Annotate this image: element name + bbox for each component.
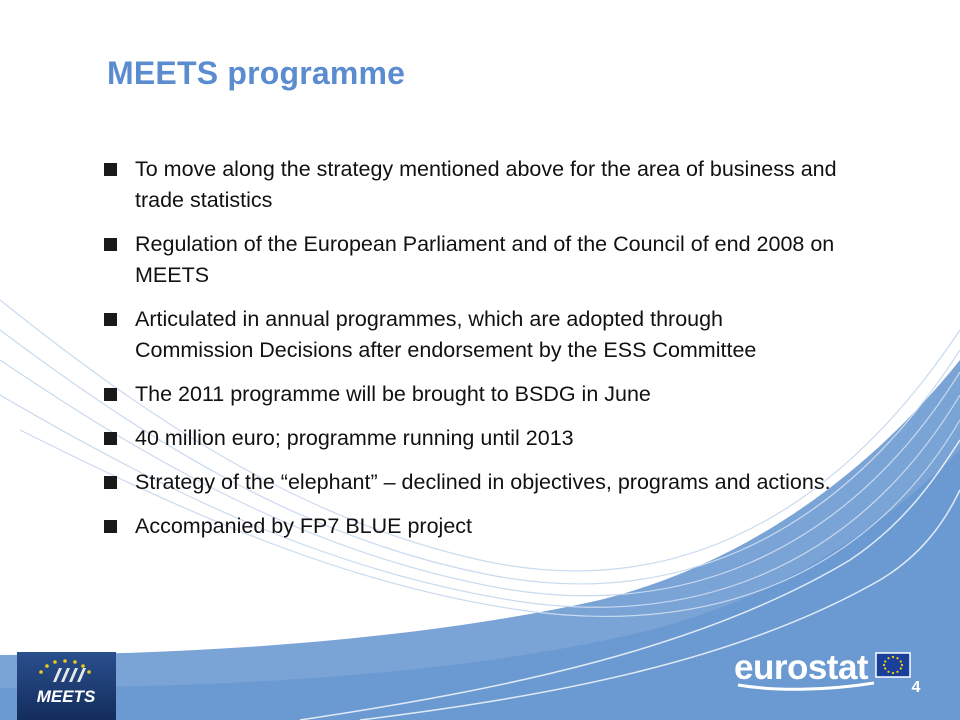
bullet-item <box>104 467 844 498</box>
bullet-text: Strategy of the “elephant” – declined in objectives, programs and actions. <box>135 470 831 494</box>
square-bullet-icon <box>104 238 117 251</box>
meets-logo <box>17 652 116 720</box>
eurostat-logo <box>734 645 914 695</box>
slide-title: MEETS programme <box>107 55 406 91</box>
eurostat-logo-text: eurostat <box>734 648 869 687</box>
bullet-item <box>104 304 844 366</box>
bullet-item <box>104 229 844 291</box>
page-number: 4 <box>911 679 921 696</box>
bullet-text: The 2011 programme will be brought to BSDG in June <box>135 382 651 406</box>
bullet-list <box>104 154 844 555</box>
meets-logo-text: MEETS <box>36 687 96 706</box>
bullet-text: Articulated in annual programmes, which are adopted through Commission Decisions after endorsement by the ESS Committee <box>135 307 757 362</box>
square-bullet-icon <box>104 313 117 326</box>
bullet-item <box>104 511 844 542</box>
bullet-text: Regulation of the European Parliament and of the Council of end 2008 on MEETS <box>135 232 835 287</box>
bullet-item <box>104 423 844 454</box>
bullet-item <box>104 379 844 410</box>
square-bullet-icon <box>104 520 117 533</box>
bullet-text: To move along the strategy mentioned above for the area of business and trade statistics <box>135 157 837 212</box>
square-bullet-icon <box>104 163 117 176</box>
square-bullet-icon <box>104 388 117 401</box>
bullet-text: 40 million euro; programme running until 2013 <box>135 426 574 450</box>
square-bullet-icon <box>104 432 117 445</box>
square-bullet-icon <box>104 476 117 489</box>
bullet-item <box>104 154 844 216</box>
bullet-text: Accompanied by FP7 BLUE project <box>135 514 472 538</box>
